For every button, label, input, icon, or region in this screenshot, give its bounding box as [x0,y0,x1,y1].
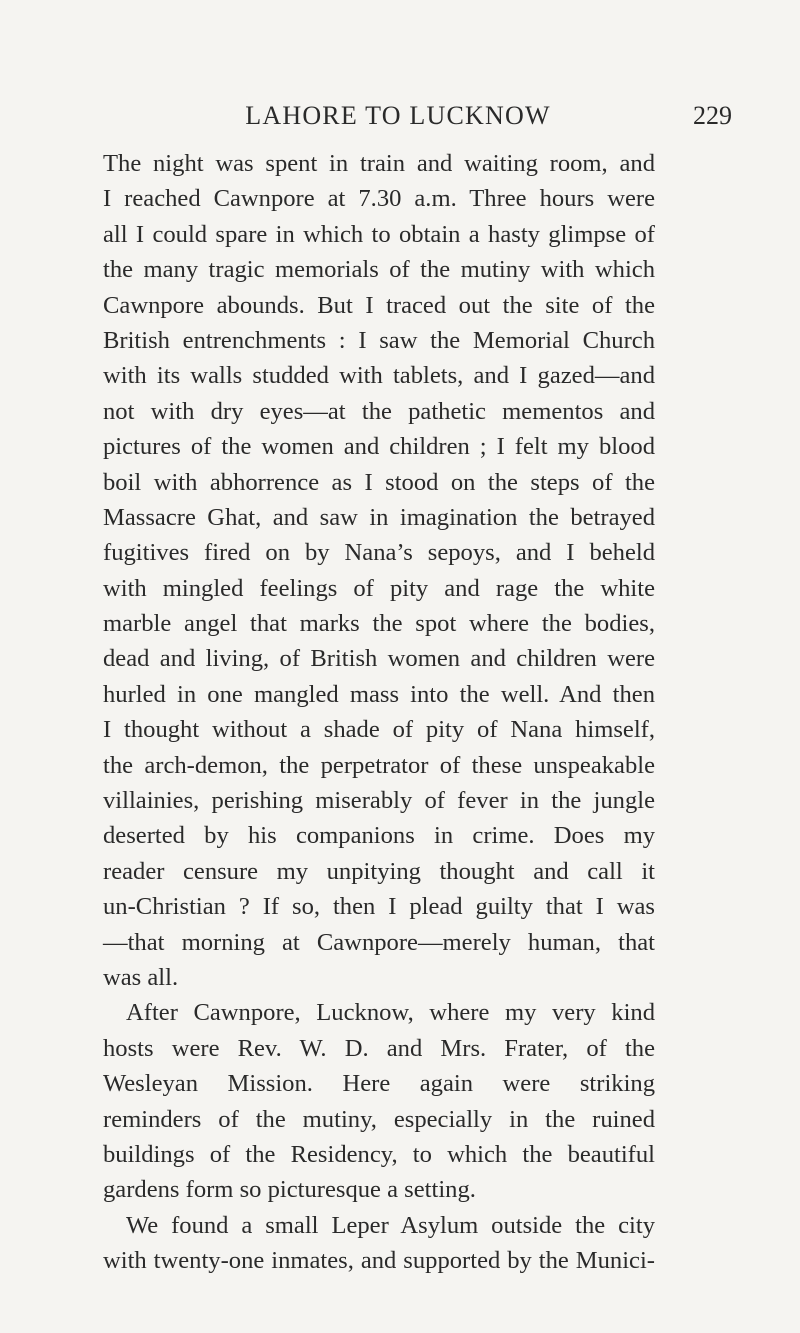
text-line: with its walls studded with tablets, and I gazed—and [103,362,655,390]
text-line: Massacre Ghat, and saw in imagination the betrayed [103,503,655,531]
text-line: reminders of the mutiny, especially in the ruined [103,1105,655,1133]
text-line: villainies, perishing miserably of fever in the jungle [103,787,655,815]
text-line: —that morning at Cawnpore—merely human, that [103,928,655,956]
text-line: not with dry eyes—at the pathetic mementos and [103,397,655,425]
running-title: LAHORE TO LUCKNOW [245,101,551,130]
text-line: with twenty-one inmates, and supported by the Munici- [103,1247,655,1275]
text-line: fugitives fired on by Nana’s sepoys, and I beheld [103,539,655,567]
text-line: deserted by his companions in crime. Does my [103,822,655,850]
text-line: British entrenchments : I saw the Memorial Church [103,326,655,354]
text-line: hurled in one mangled mass into the well. And then [103,680,655,708]
text-line: dead and living, of British women and children were [103,645,655,673]
page-number: 229 [693,101,732,130]
text-line: boil with abhorrence as I stood on the steps of the [103,468,655,496]
text-line: all I could spare in which to obtain a hasty glimpse of [103,220,655,248]
text-line: with mingled feelings of pity and rage the white [103,574,655,602]
text-line: was all. [103,963,179,991]
text-line: I reached Cawnpore at 7.30 a.m. Three hours were [103,185,655,213]
text-line: Wesleyan Mission. Here again were striking [103,1070,655,1098]
text-line: buildings of the Residency, to which the beautiful [103,1140,655,1168]
text-line: hosts were Rev. W. D. and Mrs. Frater, of the [103,1034,655,1062]
text-line: marble angel that marks the spot where the bodies, [103,610,655,638]
text-line: I thought without a shade of pity of Nana himself, [103,716,655,744]
text-line: reader censure my unpitying thought and call it [103,857,655,885]
text-line: pictures of the women and children ; I felt my blood [103,433,655,461]
text-line: We found a small Leper Asylum outside the city [126,1211,655,1239]
text-line: gardens form so picturesque a setting. [103,1176,476,1204]
text-line: un-Christian ? If so, then I plead guilty that I was [103,893,655,921]
body-text [103,146,655,1279]
text-line: The night was spent in train and waiting room, and [103,150,655,177]
text-line: the arch-demon, the perpetrator of these unspeakable [103,751,655,779]
text-line: Cawnpore abounds. But I traced out the site of the [103,291,655,319]
text-line: After Cawnpore, Lucknow, where my very kind [126,999,655,1027]
running-head [0,96,800,136]
text-line: the many tragic memorials of the mutiny with which [103,256,655,284]
